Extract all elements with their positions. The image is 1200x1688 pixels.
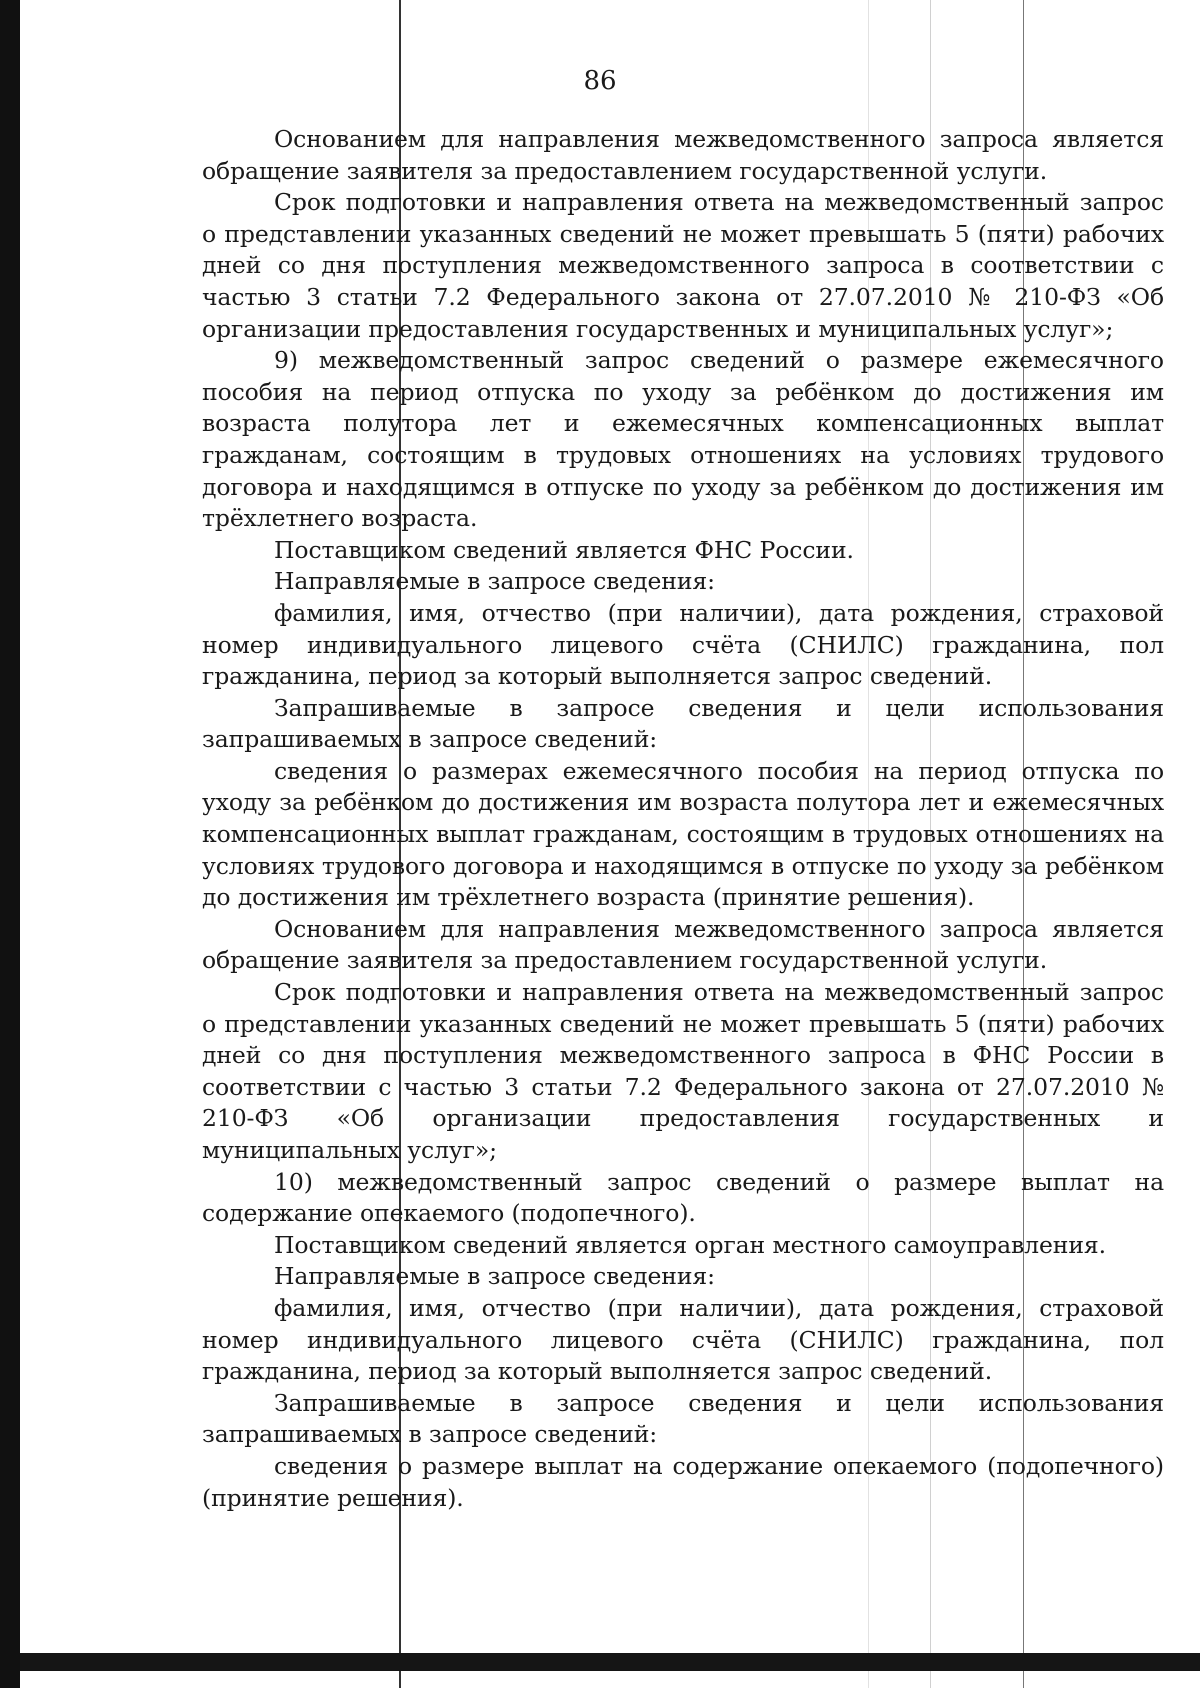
paragraph: сведения о размере выплат на содержание опекаемого (подопечного) (принятие решения). (202, 1451, 1164, 1512)
paragraph: фамилия, имя, отчество (при наличии), дата рождения, страховой номер индивидуального лицевого счёта (СНИЛС) гражданина, пол гражданина, период за который выполняется запрос сведений. (202, 598, 1164, 691)
paragraph: Запрашиваемые в запросе сведения и цели использования запрашиваемых в запросе сведений: (202, 1388, 1164, 1449)
document-body (202, 124, 1164, 1514)
paragraph: фамилия, имя, отчество (при наличии), дата рождения, страховой номер индивидуального лицевого счёта (СНИЛС) гражданина, пол гражданина, период за который выполняется запрос сведений. (202, 1293, 1164, 1386)
paragraph: Поставщиком сведений является орган местного самоуправления. (274, 1230, 1107, 1259)
page-number: 86 (583, 66, 617, 96)
paragraph: Направляемые в запросе сведения: (274, 567, 715, 596)
scan-edge-left (0, 0, 20, 1688)
paragraph: Поставщиком сведений является ФНС России. (274, 535, 854, 564)
paragraph: Направляемые в запросе сведения: (274, 1262, 715, 1291)
paragraph: 10) межведомственный запрос сведений о размере выплат на содержание опекаемого (подопечного). (202, 1167, 1164, 1228)
paragraph: 9) межведомственный запрос сведений о размере ежемесячного пособия на период отпуска по уходу за ребёнком до достижения им возраста полутора лет и ежемесячных компенсационных выплат гражданам, состоящим в трудовых отношениях на условиях трудового договора и находящимся в отпуске по уходу за ребёнком до достижения им трёхлетнего возраста. (202, 346, 1164, 533)
paragraph: Срок подготовки и направления ответа на межведомственный запрос о представлении указанных сведений не может превышать 5 (пяти) рабочих дней со дня поступления межведомственного запроса в соответствии с частью 3 статьи 7.2 Федерального закона от 27.07.2010 № 210-ФЗ «Об организации предоставления государственных и муниципальных услуг»; (202, 188, 1164, 343)
paragraph: Запрашиваемые в запросе сведения и цели использования запрашиваемых в запросе сведений: (202, 693, 1164, 754)
scan-edge-bottom (20, 1653, 1200, 1671)
paragraph: Основанием для направления межведомственного запроса является обращение заявителя за предоставлением государственной услуги. (202, 914, 1164, 975)
paragraph: Основанием для направления межведомственного запроса является обращение заявителя за предоставлением государственной услуги. (202, 125, 1164, 185)
paragraph: сведения о размерах ежемесячного пособия на период отпуска по уходу за ребёнком до достижения им возраста полутора лет и ежемесячных компенсационных выплат гражданам, состоящим в трудовых отношениях на условиях трудового договора и находящимся в отпуске по уходу за ребёнком до достижения им трёхлетнего возраста (принятие решения). (202, 756, 1164, 912)
paragraph: Срок подготовки и направления ответа на межведомственный запрос о представлении указанных сведений не может превышать 5 (пяти) рабочих дней со дня поступления межведомственного запроса в ФНС России в соответствии с частью 3 статьи 7.2 Федерального закона от 27.07.2010 № 210-ФЗ «Об организации предоставления государственных и муниципальных услуг»; (202, 978, 1164, 1164)
